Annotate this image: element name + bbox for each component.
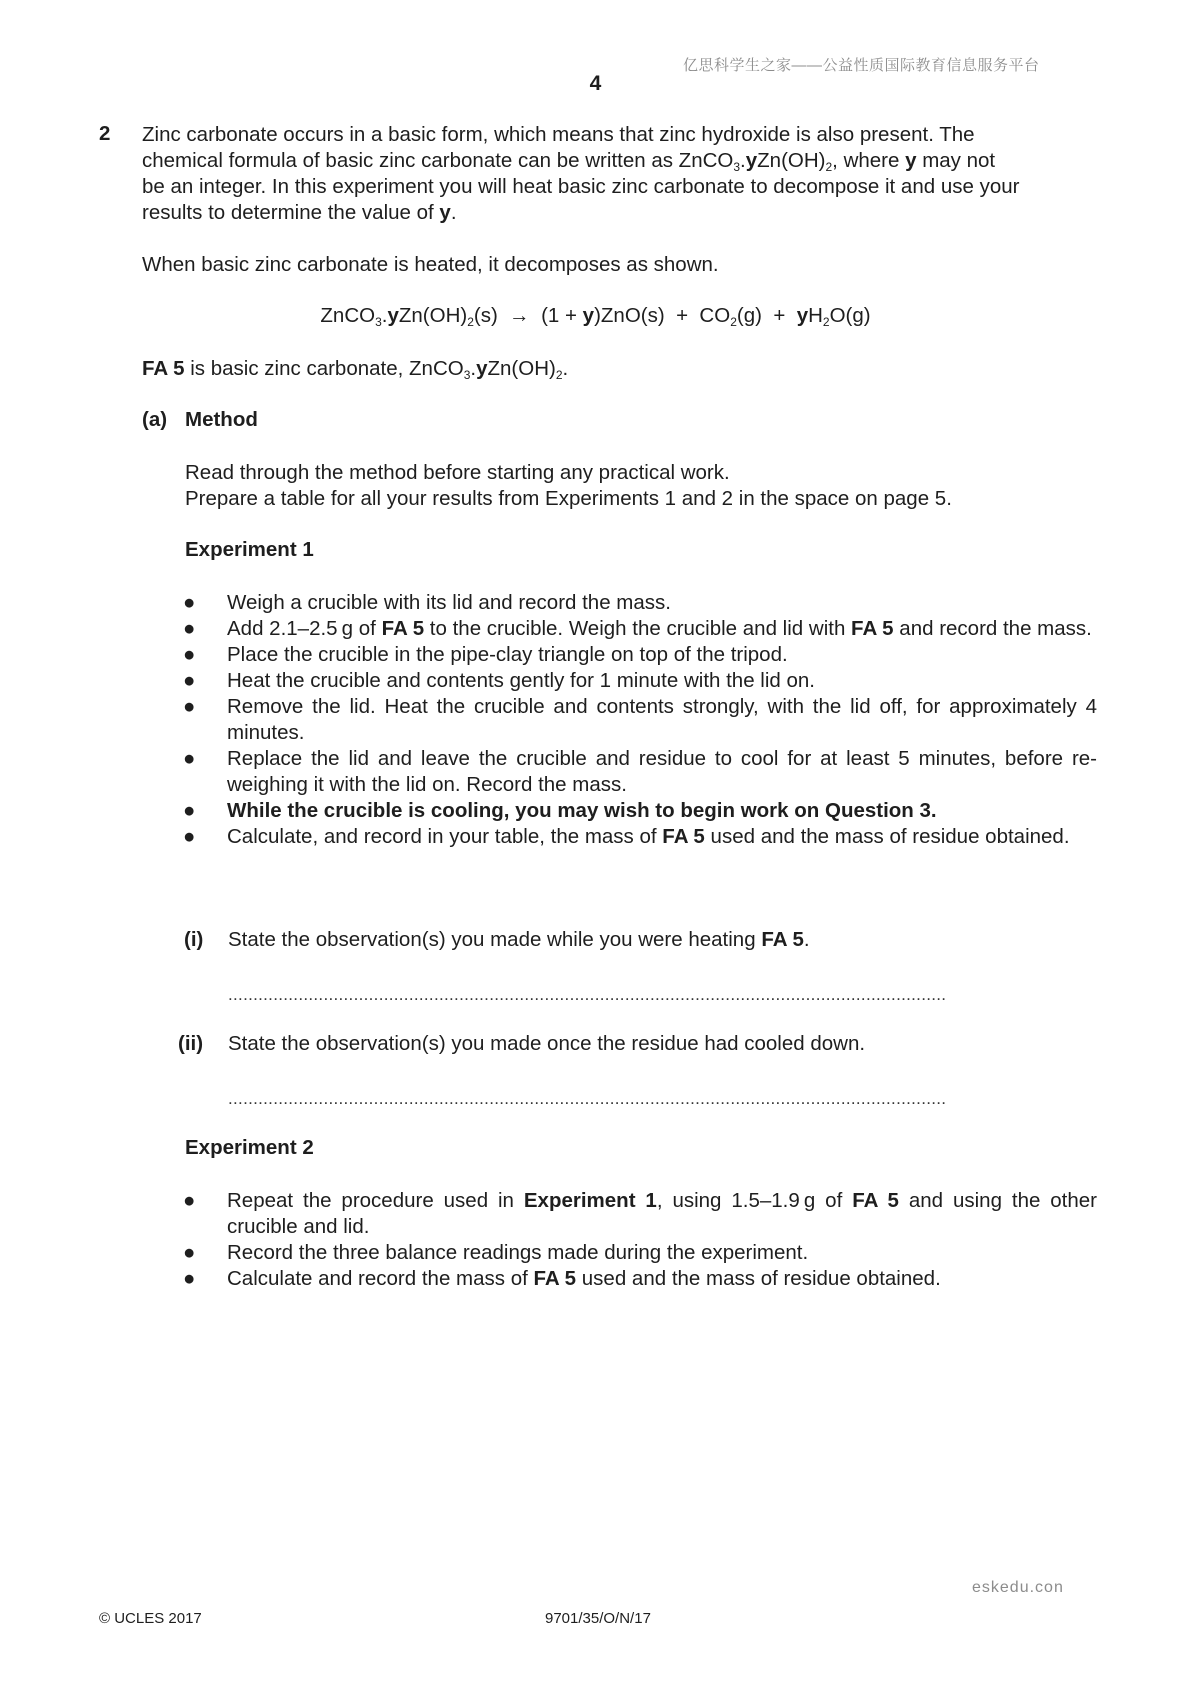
- bullet-icon: ●: [183, 591, 196, 614]
- intro-line-4: results to determine the value of y.: [142, 201, 457, 224]
- sub-i-label: (i): [184, 928, 204, 951]
- answer-line-i[interactable]: ...............................................................................................................................................: [228, 985, 947, 1004]
- list-item: ● Heat the crucible and contents gently for 1 minute with the lid on.: [183, 669, 816, 692]
- experiment1-steps: [183, 590, 1097, 850]
- method-heading: Method: [185, 408, 258, 431]
- experiment2-heading: Experiment 2: [185, 1136, 314, 1159]
- bullet-icon: ●: [183, 747, 196, 770]
- list-item: ● Repeat the procedure used in Experiment 1, using 1.5–1.9 g of FA 5 and using the other crucible and lid.: [183, 1189, 1098, 1238]
- instruction-line: Read through the method before starting any practical work.: [185, 461, 730, 484]
- intro-line-1: Zinc carbonate occurs in a basic form, which means that zinc hydroxide is also present. The: [142, 123, 975, 146]
- bullet-icon: ●: [183, 1267, 196, 1290]
- bullet-icon: ●: [183, 669, 196, 692]
- intro-line-3: be an integer. In this experiment you will heat basic zinc carbonate to decompose it and use your: [142, 175, 1020, 198]
- decomposition-equation: $ZnCO_3.yZn(OH)_2(s) \to (1 + y)ZnO(s) + CO_2(g) + yH_2O(g)$: [320, 304, 871, 329]
- sub-ii-question: State the observation(s) you made once the residue had cooled down.: [228, 1032, 866, 1055]
- bullet-icon: ●: [183, 695, 196, 718]
- list-item: ● Replace the lid and leave the crucible and residue to cool for at least 5 minutes, before re-weighing it with the lid on. Record the mass.: [183, 747, 1097, 796]
- sub-ii-label: (ii): [178, 1032, 204, 1055]
- list-item: ● Record the three balance readings made during the experiment.: [183, 1241, 809, 1264]
- list-item: ● Calculate, and record in your table, the mass of FA 5 used and the mass of residue obtained.: [183, 825, 1070, 848]
- answer-line-ii[interactable]: ...............................................................................................................................................: [228, 1089, 947, 1108]
- heated-text: When basic zinc carbonate is heated, it decomposes as shown.: [142, 253, 719, 276]
- method-instructions: [185, 460, 952, 512]
- bullet-icon: ●: [183, 1189, 196, 1212]
- list-item: ● Weigh a crucible with its lid and record the mass.: [183, 591, 671, 614]
- list-item: ● Remove the lid. Heat the crucible and contents strongly, with the lid off, for approximately 4 minutes.: [183, 695, 1097, 744]
- list-item: ● Add 2.1–2.5 g of FA 5 to the crucible. Weigh the crucible and lid with FA 5 and record the mass.: [183, 617, 1092, 640]
- part-a-label: (a): [142, 408, 168, 431]
- bullet-icon: ●: [183, 799, 196, 822]
- sub-i-question: State the observation(s) you made while you were heating FA 5.: [228, 928, 810, 951]
- experiment2-steps: [183, 1188, 1097, 1292]
- bullet-icon: ●: [183, 643, 196, 666]
- copyright: © UCLES 2017: [99, 1610, 202, 1627]
- question-number: 2: [99, 122, 111, 145]
- bullet-icon: ●: [183, 617, 196, 640]
- instruction-line: Prepare a table for all your results from Experiments 1 and 2 in the space on page 5.: [185, 487, 952, 510]
- footer-watermark: eskedu.con: [972, 1579, 1064, 1596]
- bullet-icon: ●: [183, 1241, 196, 1264]
- intro-line-2: chemical formula of basic zinc carbonate can be written as $ZnCO_3.yZn(OH)_2$, where y may not: [142, 149, 996, 174]
- question-intro: [142, 122, 1097, 226]
- header-watermark: 亿思科学生之家——公益性质国际教育信息服务平台: [683, 57, 1040, 74]
- experiment1-heading: Experiment 1: [185, 538, 314, 561]
- paper-code: 9701/35/O/N/17: [545, 1610, 651, 1627]
- list-item: ● Place the crucible in the pipe-clay triangle on top of the tripod.: [183, 643, 788, 666]
- fa5-definition: FA 5 is basic zinc carbonate, $ZnCO_3.yZn(OH)_2$.: [142, 357, 569, 382]
- list-item: ● While the crucible is cooling, you may wish to begin work on Question 3.: [183, 799, 937, 822]
- bullet-icon: ●: [183, 825, 196, 848]
- list-item: ● Calculate and record the mass of FA 5 used and the mass of residue obtained.: [183, 1267, 941, 1290]
- page-number: 4: [589, 72, 602, 95]
